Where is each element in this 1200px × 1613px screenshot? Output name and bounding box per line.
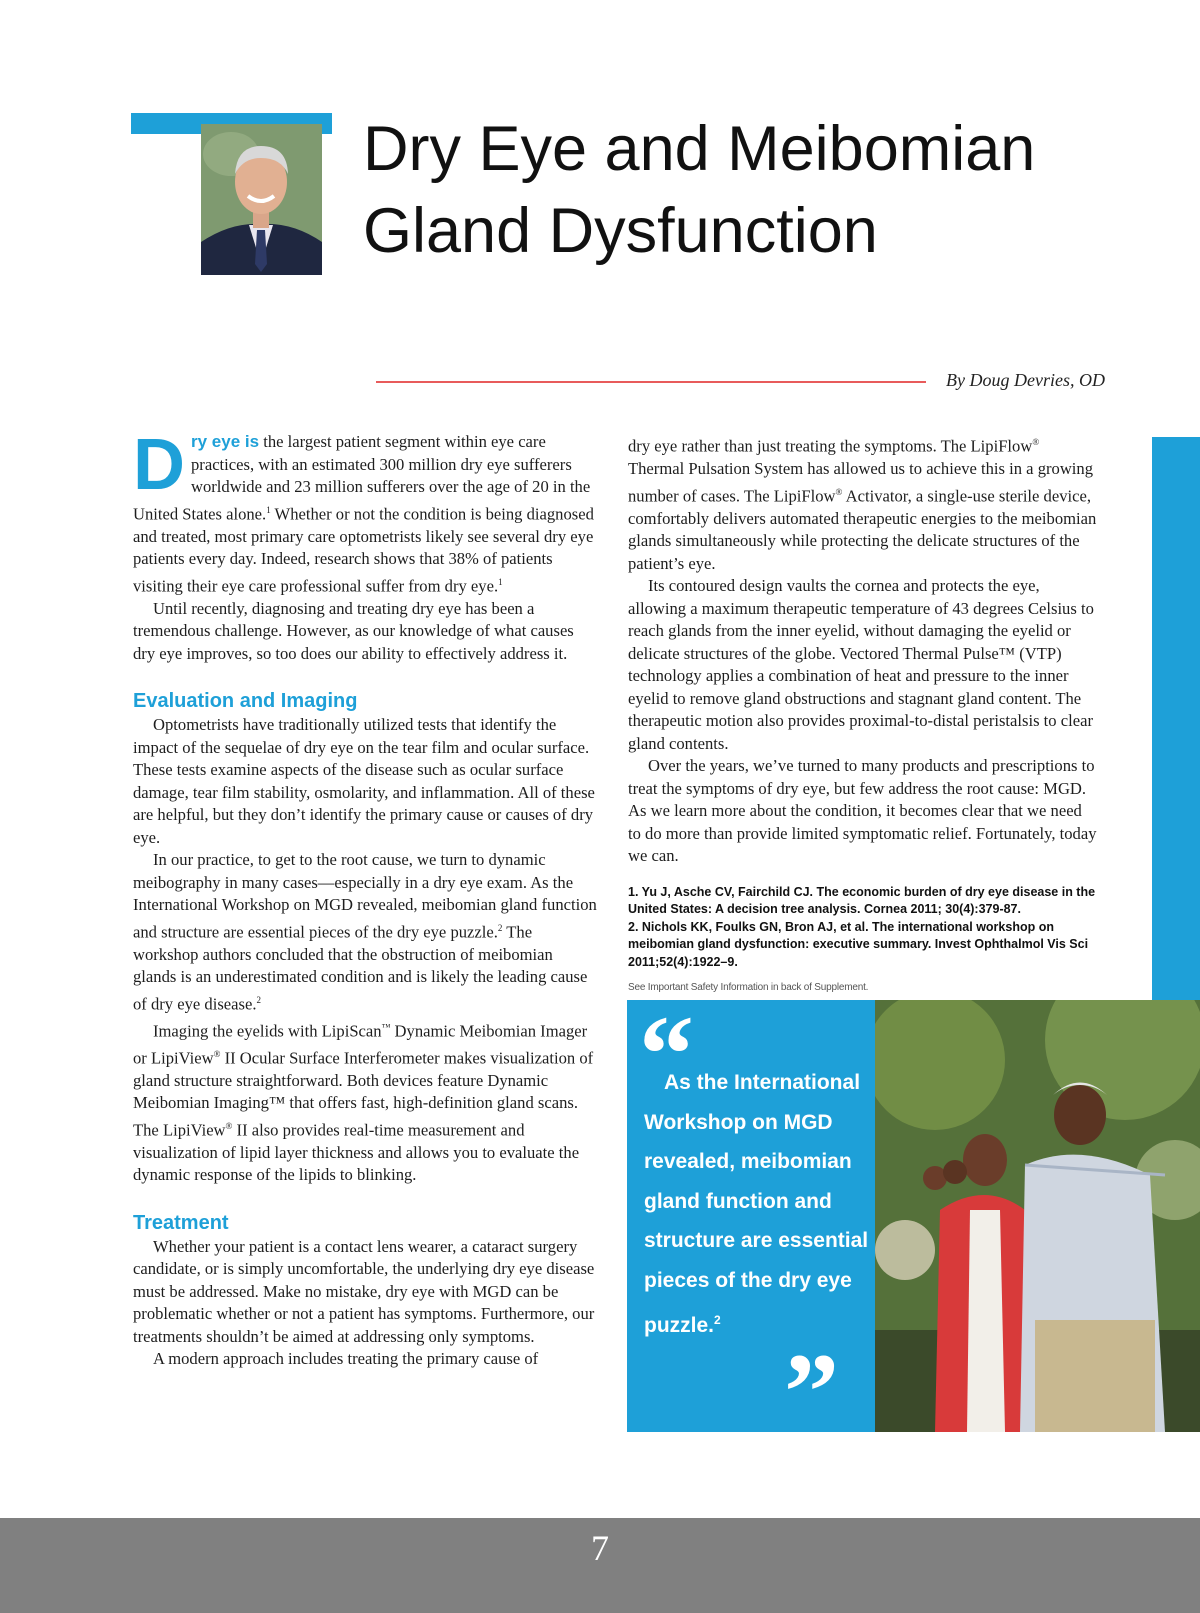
paragraph-text: II Ocular Surface Interferometer makes visualization of gland structure straightforward. Both devices feature Dynamic Meibomian Imaging™ that offers fast, high-definition gland scans. The LipiView <box>133 1048 594 1140</box>
intro-text-2: Whether or not the condition is being diagnosed and treated, most primary care optometrists likely see several dry eye patients every day. Indeed, research shows that 38% of patients visiting their eye care professional suffer from dry eye. <box>133 504 594 596</box>
intro-paragraph <box>133 425 600 598</box>
paragraph-text: dry eye rather than just treating the symptoms. The LipiFlow <box>628 436 1033 456</box>
paragraph-text: The workshop authors concluded that the obstruction of meibomian glands is an underestimated condition and is likely the leading cause of dry eye disease. <box>133 922 588 1014</box>
footnote-ref: 1 <box>498 576 503 587</box>
paragraph-text: Imaging the eyelids with LipiScan <box>153 1021 382 1041</box>
side-accent-bar <box>1152 437 1200 1000</box>
registered-mark: ® <box>225 1120 233 1131</box>
section-heading-treatment: Treatment <box>133 1211 229 1234</box>
page-number: 7 <box>591 1528 609 1568</box>
registered-mark: ® <box>1032 437 1040 447</box>
dropcap: D <box>133 425 185 505</box>
page-title <box>363 108 1123 272</box>
dancing-couple-photo <box>875 1000 1200 1432</box>
intro-text: the largest patient segment within eye care practices, with an estimated 300 million dry eye sufferers worldwide and 23 million sufferers over the age of 20 in the United States alone. <box>133 432 591 524</box>
registered-mark: ® <box>213 1048 221 1059</box>
paragraph: Optometrists have traditionally utilized tests that identify the impact of the sequelae of dry eye on the tear film and ocular surface. These tests examine aspects of the disease such as ocular surface damage, tear film stability, osmolarity, and inflammation. All of these are helpful, but they don’t identify the primary cause or causes of dry eye. <box>133 715 595 847</box>
open-quote-mark: “ <box>639 993 694 1115</box>
byline-rule <box>376 381 926 383</box>
paragraph: Until recently, diagnosing and treating dry eye has been a tremendous challenge. However, as our knowledge of what causes dry eye improves, so too does our ability to effectively address it. <box>133 598 574 663</box>
right-column <box>628 431 1098 1000</box>
paragraph-text: Dynamic Meibomian Imager or LipiView <box>133 1021 588 1068</box>
lead-in: ry eye is <box>191 432 260 451</box>
paragraph-text: In our practice, to get to the root cause, we turn to dynamic meibography in many cases—especially in a dry eye exam. As the International Workshop on MGD revealed, meibomian gland function and structure are essential pieces of the dry eye puzzle. <box>133 850 597 942</box>
trademark-mark: ™ <box>381 1021 391 1032</box>
close-quote-mark: ” <box>784 1331 839 1453</box>
paragraph-text: Activator, a single-use sterile device, comfortably delivers automated therapeutic energies to the meibomian glands simultaneously while protecting the delicate structures of the patient’s eye. <box>628 486 1097 573</box>
section-heading-evaluation: Evaluation and Imaging <box>133 690 358 713</box>
references <box>628 884 1098 972</box>
paragraph-text: Thermal Pulsation System has allowed us to achieve this in a growing number of cases. The LipiFlow <box>628 459 1094 506</box>
footnote-ref: 1 <box>266 504 271 515</box>
dancing-couple-illustration <box>875 1000 1200 1432</box>
reference-item: 1. Yu J, Asche CV, Fairchild CJ. The economic burden of dry eye disease in the United States: A decision tree analysis. Cornea 2011; 30(4):379-87. <box>628 884 1096 917</box>
paragraph: Over the years, we’ve turned to many products and prescriptions to treat the symptoms of dry eye, but few address the root cause: MGD. As we learn more about the condition, it becomes clear that we need to do more than provide limited symptomatic relief. Fortunately, today we can. <box>628 756 1097 866</box>
author-headshot-illustration <box>201 124 322 275</box>
paragraph <box>133 849 600 1016</box>
safety-note: See Important Safety Information in back of Supplement. <box>628 982 869 994</box>
byline: By Doug Devries, OD <box>946 370 1105 390</box>
pull-quote-body: As the International Workshop on MGD revealed, meibomian gland function and structure are essential pieces of the dry eye puzzle. <box>644 1071 869 1337</box>
title-line-1: Dry Eye and Meibomian <box>363 114 1036 184</box>
footnote-ref: 2 <box>714 1312 721 1327</box>
paragraph-text: II also provides real-time measurement and visualization of lipid layer thickness and allows you to evaluate the dynamic response of the lipids to blinking. <box>133 1120 580 1185</box>
paragraph: Its contoured design vaults the cornea and protects the eye, allowing a maximum therapeutic temperature of 43 degrees Celsius to reach glands from the inner eyelid, without damaging the eyelid or delicate structures of the globe. Vectored Thermal Pulse™ (VTP) technology applies a combination of heat and pressure to the inner eyelid to remove gland obstructions and stagnant gland content. The therapeutic motion also provides proximal-to-distal peristalsis to clear gland contents. <box>628 576 1094 753</box>
left-column <box>133 425 600 1371</box>
footnote-ref: 2 <box>497 922 503 933</box>
paragraph <box>133 1016 600 1187</box>
pull-quote-text <box>644 1063 872 1345</box>
registered-mark: ® <box>835 486 843 497</box>
pull-quote <box>627 993 875 1453</box>
paragraph <box>628 431 1098 575</box>
paragraph: Whether your patient is a contact lens wearer, a cataract surgery candidate, or is simply uncomfortable, the underlying dry eye disease must be addressed. Make no mistake, dry eye with MGD can be problematic whether or not a patient has symptoms. Furthermore, our treatments shouldn’t be aimed at addressing only symptoms. <box>133 1236 595 1346</box>
paragraph: A modern approach includes treating the primary cause of <box>153 1349 539 1369</box>
title-line-2: Gland Dysfunction <box>363 196 878 266</box>
reference-item: 2. Nichols KK, Foulks GN, Bron AJ, et al. The international workshop on meibomian gland dysfunction: executive summary. Invest Ophthalmol Vis Sci 2011;52(4):1922–9. <box>628 919 1089 969</box>
footnote-ref: 2 <box>256 994 261 1005</box>
author-headshot <box>201 124 322 275</box>
